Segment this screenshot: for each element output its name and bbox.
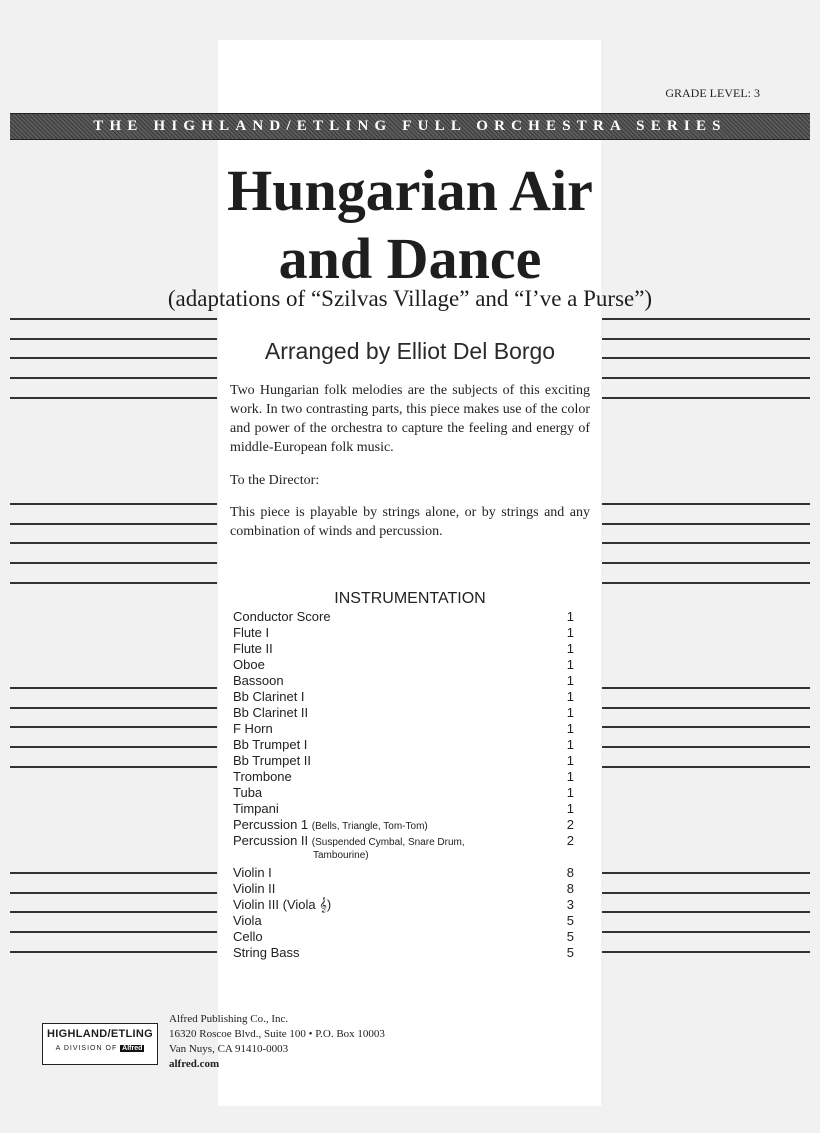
staff-lines-left-3 xyxy=(10,687,217,771)
instrument-name: Timpani xyxy=(233,801,279,816)
instrument-row xyxy=(233,609,578,625)
publisher-info xyxy=(169,1012,385,1072)
instrument-row xyxy=(233,657,578,673)
instrument-row xyxy=(233,865,578,881)
instrument-count: 1 xyxy=(566,689,574,704)
instrument-count: 5 xyxy=(566,945,574,960)
publisher-address: 16320 Roscoe Blvd., Suite 100 • P.O. Box 10003 xyxy=(169,1028,385,1040)
instrument-row xyxy=(233,673,578,689)
instrument-count: 1 xyxy=(566,641,574,656)
logo-division-text: A DIVISION OF xyxy=(55,1045,118,1052)
instrument-count: 2 xyxy=(566,817,574,832)
instrument-row xyxy=(233,801,578,817)
instrument-name: String Bass xyxy=(233,945,300,960)
instrument-row xyxy=(233,689,578,705)
instrument-name: Violin III (Viola 𝄞) xyxy=(233,897,332,912)
instrument-count: 1 xyxy=(566,673,574,688)
instrument-row xyxy=(233,897,578,913)
arranger: Arranged by Elliot Del Borgo xyxy=(264,338,556,364)
logo-sub-text xyxy=(43,1045,157,1052)
staff-lines-right-1 xyxy=(602,318,810,402)
instrument-count: 2 xyxy=(566,833,574,848)
instrument-count: 1 xyxy=(566,705,574,720)
instrument-row xyxy=(233,753,578,769)
instrument-name: Bb Trumpet I xyxy=(233,737,308,752)
instrument-name: Trombone xyxy=(233,769,292,784)
instrument-name: Bassoon xyxy=(233,673,284,688)
instrument-count: 5 xyxy=(566,929,574,944)
instrument-name: Tuba xyxy=(233,785,263,800)
instrument-count: 8 xyxy=(566,881,574,896)
title-line-2: and Dance xyxy=(278,226,542,291)
staff-lines-right-4 xyxy=(602,872,810,956)
staff-lines-right-2 xyxy=(602,503,810,587)
instrument-row xyxy=(233,833,578,849)
instrument-name: Oboe xyxy=(233,657,265,672)
instrument-count: 1 xyxy=(566,801,574,816)
instrument-row xyxy=(233,817,578,833)
instrument-count: 1 xyxy=(566,657,574,672)
intro-paragraph: Two Hungarian folk melodies are the subjects of this exciting work. In two contrasting parts, this piece makes use of the color and power of the orchestra to capture the feeling and energy of middle-European folk music. xyxy=(230,383,590,455)
instrument-count: 1 xyxy=(566,737,574,752)
instrument-row xyxy=(233,625,578,641)
instrument-row xyxy=(233,785,578,801)
instrumentation-list xyxy=(233,609,578,961)
director-heading: To the Director: xyxy=(230,473,320,488)
staff-lines-right-3 xyxy=(602,687,810,771)
instrument-row xyxy=(233,737,578,753)
publisher-city: Van Nuys, CA 91410-0003 xyxy=(169,1043,289,1055)
instrument-name: Conductor Score xyxy=(233,609,331,624)
instrument-count: 3 xyxy=(566,897,574,912)
instrument-count: 1 xyxy=(566,625,574,640)
instrument-count: 1 xyxy=(566,769,574,784)
instrument-count: 5 xyxy=(566,913,574,928)
instrument-name: Bb Trumpet II xyxy=(233,753,312,768)
publisher-website[interactable]: alfred.com xyxy=(169,1058,220,1070)
grade-level: GRADE LEVEL: 3 xyxy=(665,86,760,100)
instrument-name: F Horn xyxy=(233,721,273,736)
instrument-row xyxy=(233,945,578,961)
instrument-name: Violin I xyxy=(233,865,272,880)
instrument-name: Percussion II xyxy=(233,833,309,848)
logo-main-text: HIGHLAND/ETLING xyxy=(47,1028,153,1040)
instrument-count: 8 xyxy=(566,865,574,880)
instrument-note: (Bells, Triangle, Tom-Tom) xyxy=(311,821,428,832)
instrument-count: 1 xyxy=(566,721,574,736)
instrument-count: 1 xyxy=(566,609,574,624)
staff-lines-left-1 xyxy=(10,318,217,402)
highland-etling-logo xyxy=(42,1023,158,1065)
instrument-name: Flute I xyxy=(233,625,270,640)
staff-lines-left-4 xyxy=(10,872,217,956)
instrument-name: Percussion 1 xyxy=(233,817,309,832)
instrument-name: Violin II xyxy=(233,881,276,896)
instrumentation-heading: INSTRUMENTATION xyxy=(334,590,486,607)
alfred-badge: Alfred xyxy=(122,1045,143,1052)
instrument-name: Bb Clarinet II xyxy=(233,705,309,720)
instrument-row xyxy=(233,929,578,945)
instrument-row xyxy=(233,881,578,897)
staff-lines-left-2 xyxy=(10,503,217,587)
instrument-name: Cello xyxy=(233,929,263,944)
instrument-row xyxy=(233,769,578,785)
title-line-1: Hungarian Air xyxy=(227,158,593,223)
series-banner-text: THE HIGHLAND/ETLING FULL ORCHESTRA SERIES xyxy=(93,118,727,134)
instrument-name: Flute II xyxy=(233,641,273,656)
director-note: This piece is playable by strings alone, or by strings and any combination of winds and percussion. xyxy=(230,505,590,539)
series-banner xyxy=(10,113,810,140)
instrument-row xyxy=(233,641,578,657)
instrument-name: Viola xyxy=(233,913,262,928)
instrument-count: 1 xyxy=(566,785,574,800)
instrument-note-continuation: Tambourine) xyxy=(313,850,369,861)
instrument-row xyxy=(233,721,578,737)
publisher-name: Alfred Publishing Co., Inc. xyxy=(169,1013,289,1025)
subtitle: (adaptations of “Szilvas Village” and “I’ve a Purse”) xyxy=(167,286,653,311)
instrument-row xyxy=(233,913,578,929)
instrument-count: 1 xyxy=(566,753,574,768)
instrument-row xyxy=(233,705,578,721)
instrument-note: (Suspended Cymbal, Snare Drum, xyxy=(311,837,465,848)
instrument-name: Bb Clarinet I xyxy=(233,689,305,704)
